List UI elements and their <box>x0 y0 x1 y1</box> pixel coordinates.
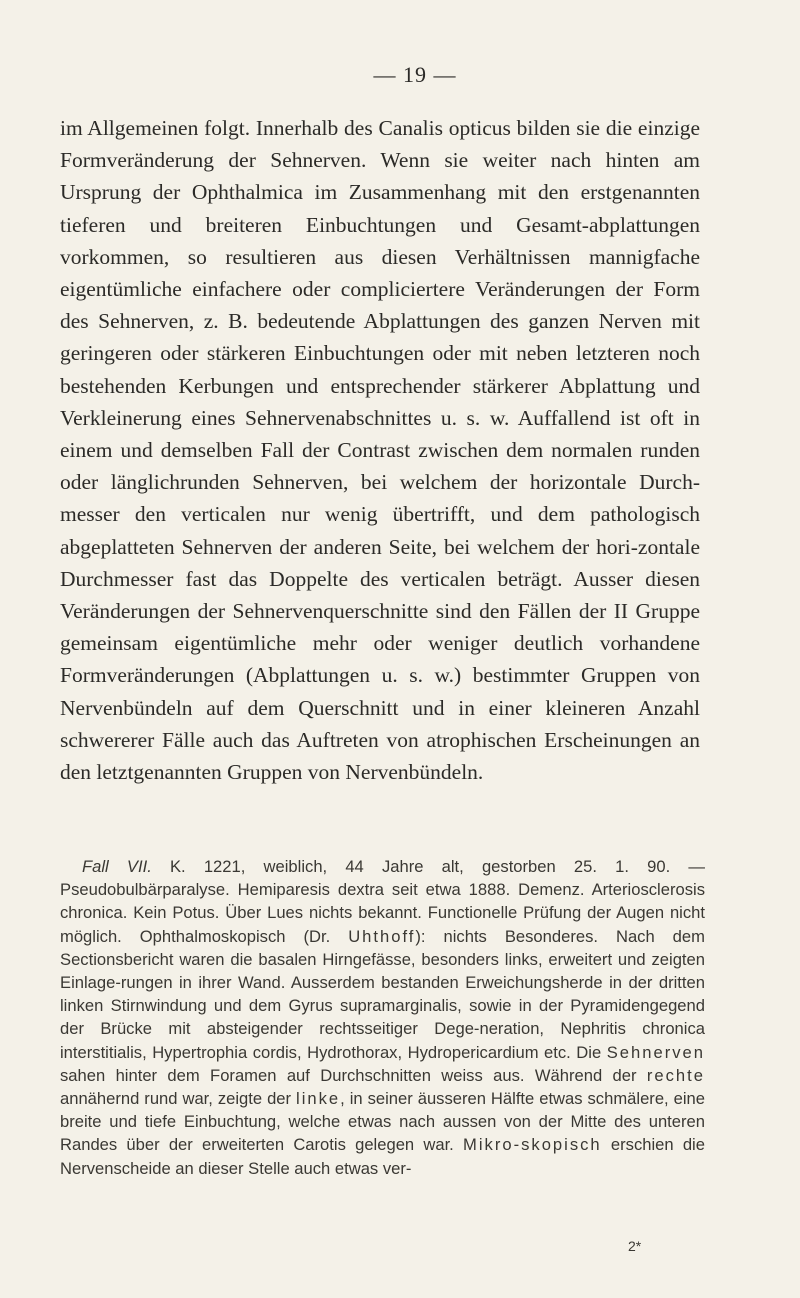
case-text-part-4: annähernd rund war, zeigte der <box>60 1089 292 1109</box>
name-uhthoff: Uhthoff <box>348 926 416 946</box>
case-report <box>60 855 705 1180</box>
running-head-page-number: — 19 — <box>373 62 457 87</box>
term-rechte: rechte <box>646 1065 705 1085</box>
main-body-text <box>60 112 700 788</box>
sheet-signature: 2* <box>628 1238 642 1254</box>
case-text-part-1: K. 1221, weiblich, 44 Jahre alt, gestorben 25. 1. 90. — Pseudobulbärparalyse. Hemiparesis dextra seit etwa 1888. Demenz. Arteriosclerosis chronica. Kein Potus. Über Lues nichts bekannt. Functionelle Prüfung der Augen nicht möglich. Ophthalmoskopisch (Dr. <box>60 857 705 946</box>
case-paragraph <box>60 855 705 1180</box>
main-paragraph: im Allgemeinen folgt. Innerhalb des Canalis opticus bilden sie die einzige Formveränderung der Sehnerven. Wenn sie weiter nach hinten am Ursprung der Ophthalmica im Zusammenhang mit den erstgenannten tieferen und breiteren Einbuchtungen und Gesamt-abplattungen vorkommen, so resultieren aus diesen Verhältnissen mannigfache eigentümliche einfachere oder compliciertere Veränderungen der Form des Sehnerven, z. B. bedeutende Abplattungen des ganzen Nerven mit geringeren oder stärkeren Einbuchtungen oder mit neben letzteren noch bestehenden Kerbungen und entsprechender stärkerer Abplattung und Verkleinerung eines Sehnervenabschnittes u. s. w. Auffallend ist oft in einem und demselben Fall der Contrast zwischen dem normalen runden oder länglichrunden Sehnerven, bei welchem der horizontale Durch-messer den verticalen nur wenig übertrifft, und dem pathologisch abgeplatteten Sehnerven der anderen Seite, bei welchem der hori-zontale Durchmesser fast das Doppelte des verticalen beträgt. Ausser diesen Veränderungen der Sehnervenquerschnitte sind den Fällen der II Gruppe gemeinsam eigentümliche mehr oder weniger deutlich vorhandene Formveränderungen (Abplattungen u. s. w.) bestimmter Gruppen von Nervenbündeln auf dem Querschnitt und in einer kleineren Anzahl schwererer Fälle auch das Auftreten von atrophischen Erscheinungen an den letztgenannten Gruppen von Nervenbündeln. <box>60 116 700 785</box>
case-text-part-2: ): nichts Besonderes. Nach dem Sectionsbericht waren die basalen Hirngefässe, besonders links, erweitert und zeigten Einlage-rungen in ihrer Wand. Ausserdem bestanden Erweichungsherde in der dritten linken Stirnwindung und dem Gyrus supramarginalis, sowie in der Pyramidengegend der Brücke mit absteigender rechtsseitiger Dege-neration, Nephritis chronica interstitialis, Hypertrophia cordis, Hydrothorax, Hydropericardium etc. Die <box>60 926 705 1062</box>
case-text-part-5: , in seiner äusseren Hälfte etwas schmälere, eine breite und tiefe Einbuchtung, welche etwas nach aussen von der Mitte des unteren Randes über der erweiterten Carotis gelegen war. <box>60 1089 705 1155</box>
term-linke: linke <box>296 1089 341 1109</box>
case-text-part-3: sahen hinter dem Foramen auf Durchschnitten weiss aus. Während der <box>60 1065 637 1085</box>
case-title: Fall VII. <box>82 857 152 876</box>
case-text-part-6: erschien die Nervenscheide an dieser Stelle auch etwas ver- <box>60 1135 705 1178</box>
term-mikroskopisch: Mikro-skopisch <box>463 1135 602 1155</box>
term-sehnerven: Sehnerven <box>606 1042 705 1062</box>
